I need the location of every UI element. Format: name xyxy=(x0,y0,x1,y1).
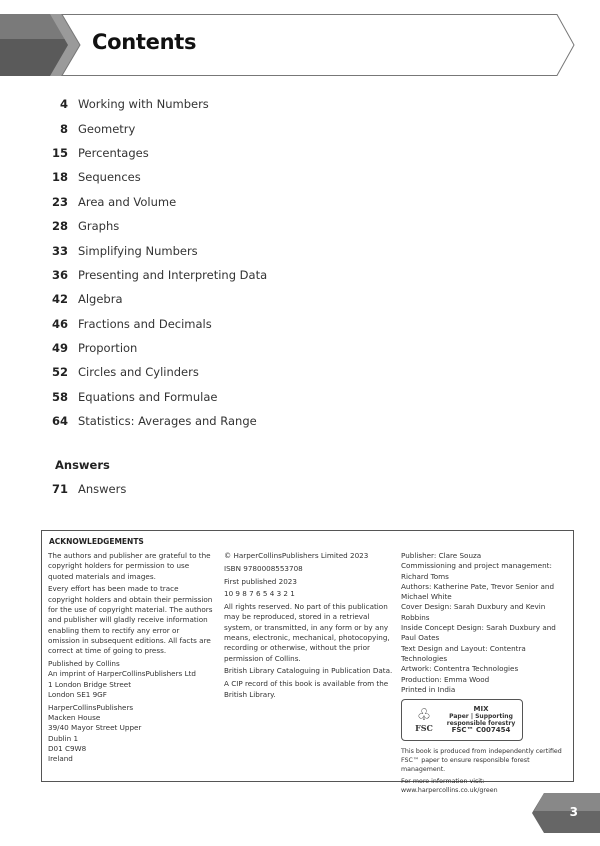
ack-column-2 xyxy=(224,551,394,702)
toc-entry[interactable] xyxy=(40,141,440,165)
toc-entry[interactable] xyxy=(40,477,440,501)
fsc-note: This book is produced from independently certified FSC™ paper to ensure responsible forest management. xyxy=(401,748,562,774)
toc-title: Answers xyxy=(78,482,127,497)
toc-page: 71 xyxy=(51,482,68,497)
toc-title: Sequences xyxy=(78,170,141,185)
publisher-address: Published by Collins An imprint of HarperCollinsPublishers Ltd 1 London Bridge Street London SE1 9GF xyxy=(48,658,196,699)
rights-text: All rights reserved. No part of this publication may be reproduced, stored in a retrieval system, or transmitted, in any form or by any means, electronic, mechanical, photocopying, recording or otherwise, without the prior permission of Collins. xyxy=(224,602,390,663)
toc-entry[interactable] xyxy=(40,336,440,360)
toc-entry[interactable] xyxy=(40,165,440,189)
first-published: First published 2023 xyxy=(224,576,297,586)
toc-entry[interactable] xyxy=(40,385,440,409)
toc-title: Area and Volume xyxy=(78,194,177,209)
toc-page: 46 xyxy=(51,316,68,331)
toc-page: 58 xyxy=(51,389,68,404)
answers-heading: Answers xyxy=(55,458,110,472)
toc-entry[interactable] xyxy=(40,312,440,336)
acknowledgements-box xyxy=(41,530,574,794)
toc-title: Geometry xyxy=(78,121,136,136)
toc-entry[interactable] xyxy=(40,360,440,384)
contents-list xyxy=(40,92,440,433)
more-info-link[interactable]: For more information visit: www.harpercollins.co.uk/green xyxy=(401,777,498,794)
toc-title: Presenting and Interpreting Data xyxy=(78,267,268,282)
isbn: ISBN 9780008553708 xyxy=(224,563,303,573)
answers-list xyxy=(40,477,440,501)
fsc-logo-box xyxy=(401,699,523,741)
toc-entry[interactable] xyxy=(40,214,440,238)
toc-title: Proportion xyxy=(78,341,138,356)
ack-text: The authors and publisher are grateful to the copyright holders for permission to use quoted materials and images. xyxy=(48,551,211,581)
ack-text: Every effort has been made to trace copyright holders and obtain their permission for the use of copyright material. The authors and publisher will gladly receive information enabling them to rectify any error or omission in subsequent editions. All facts are correct at time of going to press. xyxy=(48,584,213,656)
toc-page: 18 xyxy=(51,170,68,185)
toc-entry[interactable] xyxy=(40,190,440,214)
toc-page: 15 xyxy=(51,145,68,160)
toc-page: 52 xyxy=(51,365,68,380)
fsc-tree-icon: ♧ FSC xyxy=(415,705,433,733)
toc-title: Fractions and Decimals xyxy=(78,316,212,331)
toc-page: 42 xyxy=(51,292,68,307)
header-banner xyxy=(0,14,580,76)
fsc-mix: MIX xyxy=(473,705,489,714)
toc-page: 28 xyxy=(51,219,68,234)
toc-title: Graphs xyxy=(78,219,120,234)
toc-title: Circles and Cylinders xyxy=(78,365,199,380)
credits: Publisher: Clare Souza Commissioning and project management: Richard Toms Authors: Katherine Pate, Trevor Senior and Michael White Cover Design: Sarah Duxbury and Kevin Robbins Inside Concept Design: Sarah Duxbury and Paul Oates Text Design and Layout: Contentra Technologies Artwork: Contentra Technologies Production: Emma Wood Printed in India xyxy=(401,551,556,694)
toc-title: Equations and Formulae xyxy=(78,389,218,404)
toc-title: Percentages xyxy=(78,145,149,160)
toc-entry[interactable] xyxy=(40,92,440,116)
toc-entry[interactable] xyxy=(40,287,440,311)
page-number: 3 xyxy=(569,805,578,819)
toc-entry[interactable] xyxy=(40,116,440,140)
toc-page: 23 xyxy=(51,194,68,209)
toc-entry[interactable] xyxy=(40,238,440,262)
copyright: © HarperCollinsPublishers Limited 2023 xyxy=(224,551,369,560)
toc-entry[interactable] xyxy=(40,409,440,433)
print-line: 10 9 8 7 6 5 4 3 2 1 xyxy=(224,589,295,599)
acknowledgements-heading: ACKNOWLEDGEMENTS xyxy=(49,537,144,546)
toc-page: 8 xyxy=(59,121,68,136)
toc-page: 36 xyxy=(51,267,68,282)
toc-title: Working with Numbers xyxy=(78,97,209,112)
toc-title: Algebra xyxy=(78,292,123,307)
cataloguing: British Library Cataloguing in Publication Data. xyxy=(224,666,393,676)
toc-entry[interactable] xyxy=(40,263,440,287)
toc-title: Simplifying Numbers xyxy=(78,243,198,258)
ack-column-1 xyxy=(48,551,213,767)
ack-column-3 xyxy=(401,551,571,797)
dublin-address: HarperCollinsPublishers Macken House 39/40 Mayor Street Upper Dublin 1 D01 C9W8 Ireland xyxy=(48,702,142,764)
toc-title: Statistics: Averages and Range xyxy=(78,414,257,429)
page-title: Contents xyxy=(92,30,197,54)
toc-page: 33 xyxy=(51,243,68,258)
toc-page: 4 xyxy=(59,97,68,112)
toc-page: 49 xyxy=(51,341,68,356)
cip-record: A CIP record of this book is available from the British Library. xyxy=(224,679,389,699)
page-number-badge xyxy=(532,793,600,833)
fsc-code: FSC™ C007454 xyxy=(451,726,511,735)
fsc-label: Paper | Supporting responsible forestry xyxy=(446,713,516,728)
toc-page: 64 xyxy=(51,414,68,429)
